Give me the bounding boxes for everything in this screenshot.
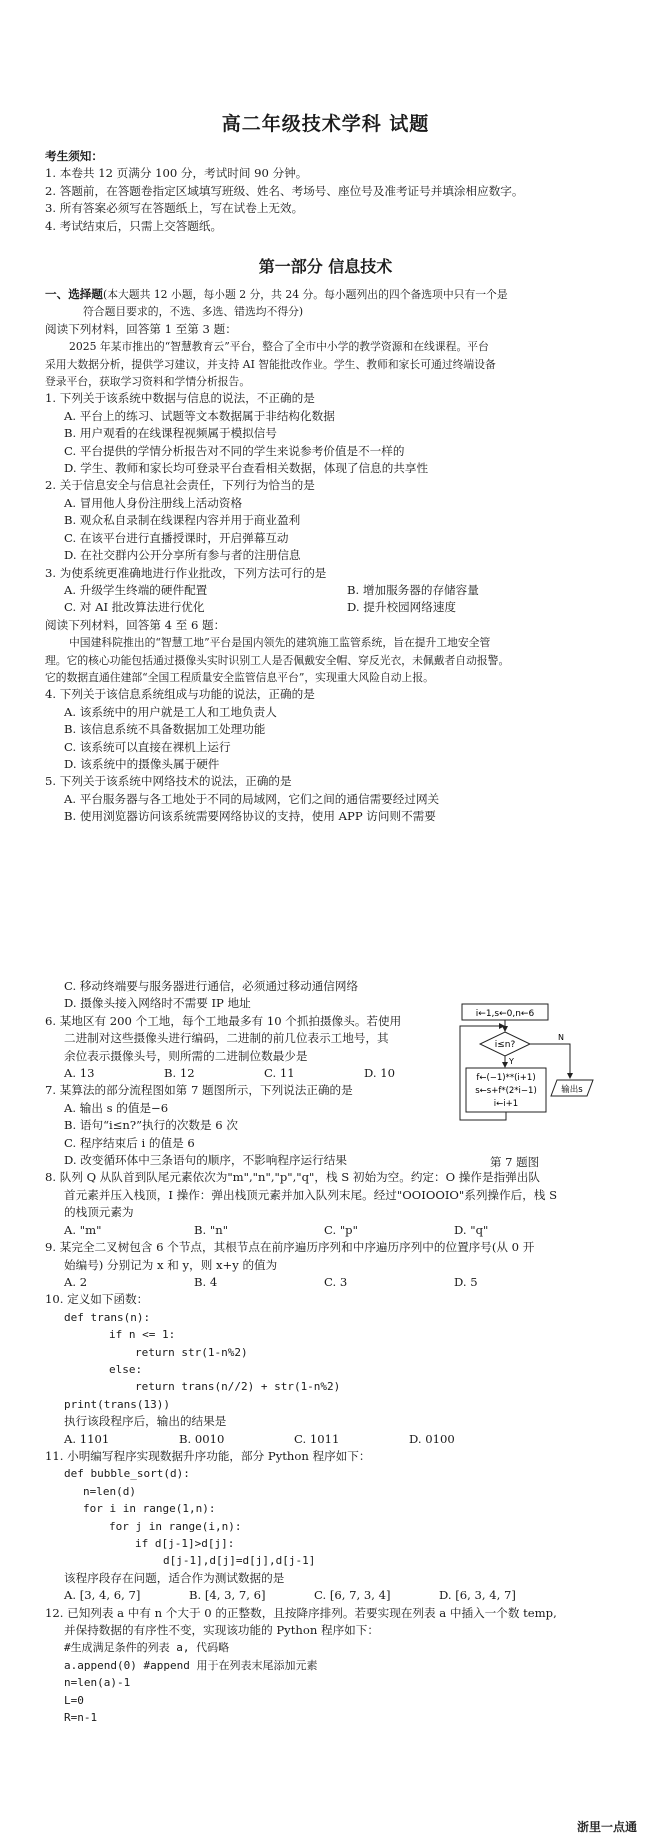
section-instruction-cont: 符合题目要求的，不选、多选、错选均不得分) <box>83 305 304 319</box>
q4-option: D. 该系统中的摄像头属于硬件 <box>64 756 220 771</box>
q9-option: C. 3 <box>324 1274 348 1289</box>
q2-option: D. 在社交群内公开分享所有参与者的注册信息 <box>64 548 301 563</box>
flowchart-caption: 第 7 题图 <box>490 1155 540 1169</box>
code-line: for i in range(1,n): <box>83 1502 216 1516</box>
notice-item: 3. 所有答案必须写在答题纸上，写在试卷上无效。 <box>45 201 304 216</box>
flow-output-text: 输出s <box>561 1085 583 1095</box>
notice-item: 2. 答题前，在答题卷指定区域填写班级、姓名、考场号、座位号及准考证号并填涂相应数字。 <box>45 183 524 198</box>
q5-option: B. 使用浏览器访问该系统需要网络协议的支持，使用 APP 访问则不需要 <box>64 809 436 824</box>
code-line: R=n-1 <box>64 1711 98 1725</box>
q6-line: 二进制对这些摄像头进行编码，二进制的前几位表示工地号，其 <box>64 1031 389 1046</box>
code-line: def trans(n): <box>64 1310 151 1324</box>
q1-option: D. 学生、教师和家长均可登录平台查看相关数据，体现了信息的共享性 <box>64 461 429 476</box>
q3-option: C. 对 AI 批改算法进行优化 <box>64 600 205 615</box>
q5-option: C. 移动终端要与服务器进行通信，必须通过移动通信网络 <box>64 979 359 993</box>
q1-option: A. 平台上的练习、试题等文本数据属于非结构化数据 <box>64 408 335 423</box>
q3-option: B. 增加服务器的存储容量 <box>347 582 479 597</box>
q9-option: B. 4 <box>194 1274 218 1289</box>
reading-intro-2: 阅读下列材料，回答第 4 至 6 题： <box>45 617 226 632</box>
q8-option: C. "p" <box>324 1222 358 1237</box>
q6-line: 6. 某地区有 200 个工地，每个工地最多有 10 个抓拍摄像头。若使用 <box>45 1013 402 1028</box>
q2-option: C. 在该平台进行直播授课时，开启弹幕互动 <box>64 530 289 545</box>
code-line: return str(1-n%2) <box>135 1345 248 1359</box>
code-line: L=0 <box>64 1693 84 1707</box>
q5-stem: 5. 下列关于该系统中网络技术的说法，正确的是 <box>45 774 292 789</box>
material-1-line: 2025 年某市推出的“智慧教育云”平台，整合了全市中小学的教学资源和在线课程。平台 <box>69 340 489 354</box>
q9-option: A. 2 <box>64 1274 88 1289</box>
flow-init-text: i←1,s←0,n←6 <box>475 1009 535 1019</box>
q8-option: B. "n" <box>194 1222 229 1237</box>
q6-option: C. 11 <box>264 1066 295 1081</box>
q9-line: 始编号) 分别记为 x 和 y，则 x+y 的值为 <box>64 1257 278 1272</box>
q11-option: B. [4, 3, 7, 6] <box>189 1588 266 1603</box>
q9-option: D. 5 <box>454 1274 478 1289</box>
q8-option: D. "q" <box>454 1222 489 1237</box>
q11-option: C. [6, 7, 3, 4] <box>314 1588 391 1603</box>
q4-stem: 4. 下列关于该信息系统组成与功能的说法，正确的是 <box>45 687 315 702</box>
q6-option: D. 10 <box>364 1066 396 1081</box>
q7-option: B. 语句“i≤n?”执行的次数是 6 次 <box>64 1118 238 1133</box>
flow-cond-text: i≤n? <box>494 1040 516 1050</box>
page-title: 高二年级技术学科 试题 <box>221 113 430 135</box>
code-line: n=len(a)-1 <box>64 1676 131 1690</box>
q1-stem: 1. 下列关于该系统中数据与信息的说法，不正确的是 <box>45 391 315 406</box>
q4-option: C. 该系统可以直接在裸机上运行 <box>64 739 231 754</box>
q8-option: A. "m" <box>64 1222 102 1237</box>
q8-line: 的栈顶元素为 <box>64 1205 134 1220</box>
q9-line: 9. 某完全二叉树包含 6 个节点，其根节点在前序遍历序列和中序遍历序列中的位置序号(从 0 开 <box>45 1240 535 1255</box>
q6-option: B. 12 <box>164 1066 195 1081</box>
q3-option: A. 升级学生终端的硬件配置 <box>64 582 208 597</box>
q12-line: 并保持数据的有序性不变，实现该功能的 Python 程序如下： <box>64 1623 379 1638</box>
notice-item: 4. 考试结束后，只需上交答题纸。 <box>45 218 223 233</box>
q7-flowchart <box>458 1000 608 1150</box>
q8-line: 8. 队列 Q 从队首到队尾元素依次为"m","n","p","q"，栈 S 初始为空。约定：O 操作是指弹出队 <box>45 1170 540 1185</box>
flow-body-line: s←s+f*(2*i−1) <box>475 1086 537 1096</box>
reading-intro-1: 阅读下列材料，回答第 1 至第 3 题： <box>45 321 237 336</box>
section1-block <box>45 286 630 826</box>
flow-body-line: f←(−1)**(i+1) <box>476 1073 536 1083</box>
q7-option: C. 程序结束后 i 的值是 6 <box>64 1135 195 1150</box>
q7-option: D. 改变循环体中三条语句的顺序，不影响程序运行结果 <box>64 1153 347 1168</box>
code-line: n=len(d) <box>83 1484 136 1498</box>
footer-watermark: 浙里一点通 <box>576 1819 637 1834</box>
section-instruction: (本大题共 12 小题，每小题 2 分，共 24 分。每小题列出的四个备选项中只有一个是 <box>102 288 508 301</box>
material-2-line: 它的数据直通住建部“全国工程质量安全监管信息平台”，实现重大风险自动上报。 <box>45 670 434 684</box>
material-1-line: 登录平台，获取学习资料和学情分析报告。 <box>45 375 251 389</box>
q4-option: A. 该系统中的用户就是工人和工地负责人 <box>64 704 277 719</box>
code-line: #生成满足条件的列表 a, 代码略 <box>64 1641 230 1655</box>
flow-no-label: N <box>558 1033 564 1042</box>
q2-option: A. 冒用他人身份注册线上活动资格 <box>64 495 243 510</box>
code-line: def bubble_sort(d): <box>64 1467 190 1481</box>
code-line: print(trans(13)) <box>64 1397 170 1411</box>
flow-body-line: i←i+1 <box>493 1099 519 1109</box>
material-2-line: 理。它的核心功能包括通过摄像头实时识别工人是否佩戴安全帽、穿反光衣，未佩戴者自动报警。 <box>45 653 510 667</box>
code-line: if d[j-1]>d[j]: <box>135 1537 235 1550</box>
q7-stem: 7. 某算法的部分流程图如第 7 题图所示，下列说法正确的是 <box>45 1083 353 1098</box>
q1-option: B. 用户观看的在线课程视频属于模拟信号 <box>64 426 277 441</box>
q12-line: 12. 已知列表 a 中有 n 个大于 0 的正整数，且按降序排列。若要实现在列表 a 中插入一个数 temp, <box>45 1605 557 1620</box>
q7-option: A. 输出 s 的值是−6 <box>64 1100 169 1115</box>
flow-yes-label: Y <box>509 1057 514 1066</box>
q11-stem: 11. 小明编写程序实现数据升序功能，部分 Python 程序如下： <box>45 1448 371 1463</box>
code-line: else: <box>109 1362 143 1376</box>
material-2-line: 中国建科院推出的“智慧工地”平台是国内领先的建筑施工监管系统，旨在提升工地安全管 <box>69 636 491 650</box>
part1-title: 第一部分 信息技术 <box>258 257 393 276</box>
q3-option: D. 提升校园网络速度 <box>347 600 457 615</box>
q10-option: D. 0100 <box>409 1431 455 1446</box>
q2-option: B. 观众私自录制在线课程内容并用于商业盈利 <box>64 513 301 528</box>
material-1-line: 采用大数据分析，提供学习建议，并支持 AI 智能批改作业。学生、教师和家长可通过终端设备 <box>45 357 496 371</box>
q11-after: 该程序段存在问题，适合作为测试数据的是 <box>64 1570 285 1585</box>
code-line: if n <= 1: <box>109 1328 176 1342</box>
notice-heading: 考生须知： <box>45 149 103 163</box>
q2-stem: 2. 关于信息安全与信息社会责任，下列行为恰当的是 <box>45 478 315 493</box>
q10-stem: 10. 定义如下函数： <box>45 1292 149 1307</box>
q10-option: B. 0010 <box>179 1431 225 1446</box>
code-line: d[j-1],d[j]=d[j],d[j-1] <box>163 1554 316 1568</box>
code-line: return trans(n//2) + str(1-n%2) <box>135 1380 341 1394</box>
q10-after: 执行该段程序后，输出的结果是 <box>64 1414 227 1429</box>
q11-option: A. [3, 4, 6, 7] <box>64 1588 141 1603</box>
q3-stem: 3. 为使系统更准确地进行作业批改，下列方法可行的是 <box>45 565 327 580</box>
q5-option: D. 摄像头接入网络时不需要 IP 地址 <box>64 996 251 1011</box>
q1-option: C. 平台提供的学情分析报告对不同的学生来说参考价值是不一样的 <box>64 443 405 458</box>
q10-option: A. 1101 <box>64 1431 110 1446</box>
q11-option: D. [6, 3, 4, 7] <box>439 1588 516 1603</box>
code-line: a.append(0) #append 用于在列表末尾添加元素 <box>64 1658 318 1672</box>
flow-no-path <box>530 1044 570 1078</box>
q8-line: 首元素并压入栈顶，I 操作：弹出栈顶元素并加入队列末尾。经过"OOIOOIO"系列操作后，栈 S <box>64 1187 558 1202</box>
q5-option: A. 平台服务器与各工地处于不同的局域网，它们之间的通信需要经过网关 <box>64 791 440 806</box>
q6-line: 余位表示摄像头号，则所需的二进制位数最少是 <box>64 1048 308 1063</box>
notice-item: 1. 本卷共 12 页满分 100 分，考试时间 90 分钟。 <box>45 166 308 181</box>
q10-option: C. 1011 <box>294 1431 340 1446</box>
q4-option: B. 该信息系统不具备数据加工处理功能 <box>64 722 266 737</box>
notice-block <box>45 148 630 235</box>
q6-option: A. 13 <box>64 1066 95 1081</box>
section-heading: 一、选择题 <box>45 287 103 301</box>
code-line: for j in range(i,n): <box>109 1519 242 1533</box>
